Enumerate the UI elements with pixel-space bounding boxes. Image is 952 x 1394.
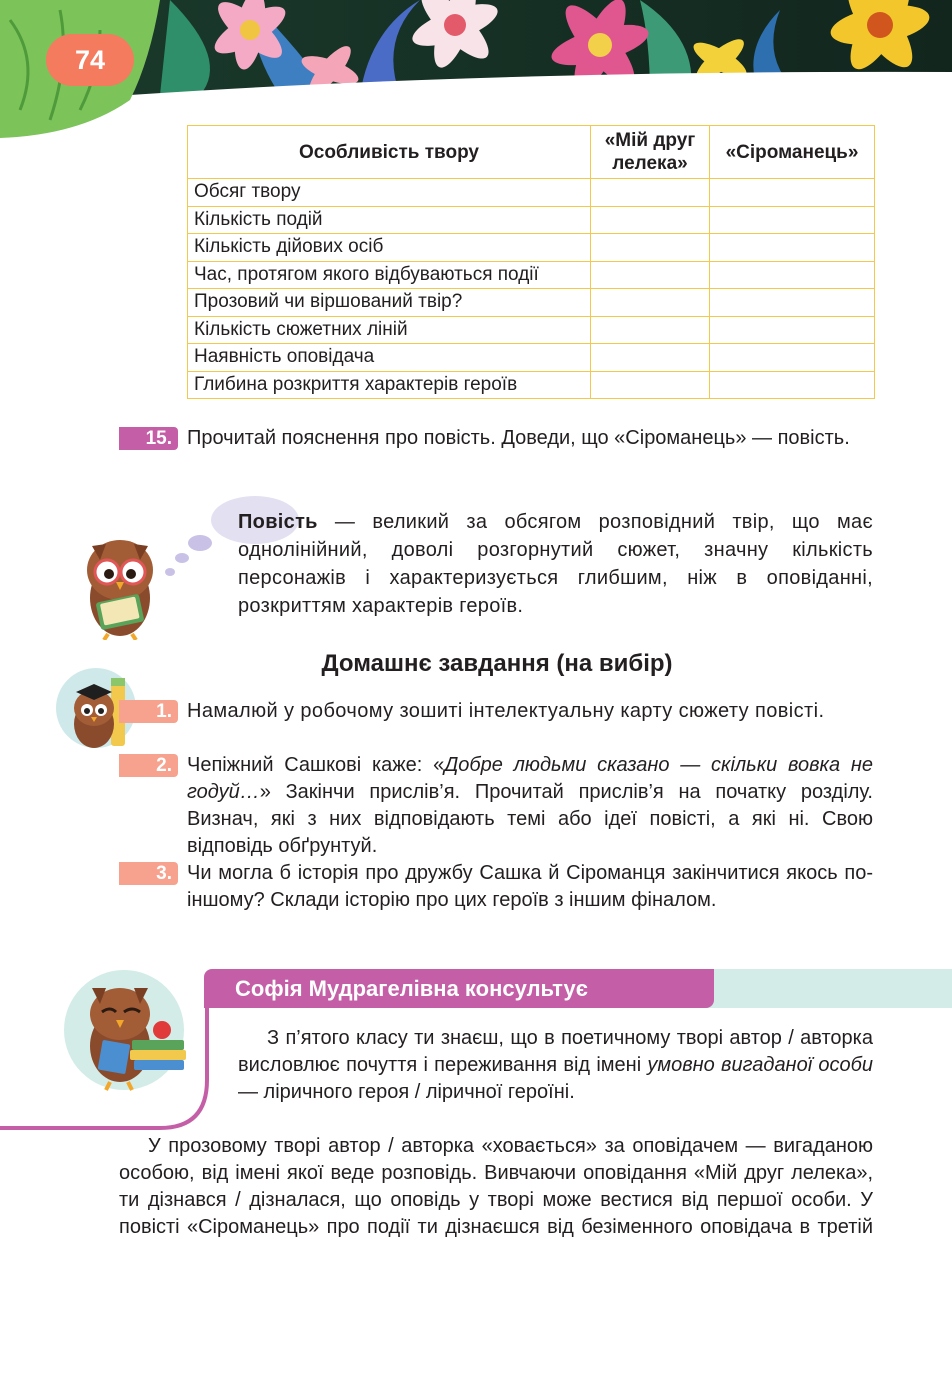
table-row (188, 261, 875, 289)
empty-cell[interactable] (710, 316, 875, 344)
empty-cell[interactable] (591, 344, 710, 372)
homework-title: Домашнє завдання (на вибір) (321, 650, 673, 677)
empty-cell[interactable] (710, 234, 875, 262)
table-cell: Наявність оповідача (188, 344, 591, 372)
empty-cell[interactable] (591, 261, 710, 289)
table-row (188, 344, 875, 372)
consult-paragraph-1 (238, 1025, 873, 1106)
table-cell: Глибина розкриття характерів героїв (188, 371, 591, 399)
homework-item-text-part: Чепіжний Сашкові каже: « (187, 754, 445, 776)
definition-paragraph (238, 508, 873, 620)
table-cell: Кількість подій (188, 206, 591, 234)
empty-cell[interactable] (710, 289, 875, 317)
empty-cell[interactable] (591, 316, 710, 344)
table-header: «Мій друг лелека» (591, 126, 710, 179)
table-row (188, 289, 875, 317)
comparison-table (187, 125, 875, 399)
table-header: Особливість твору (188, 126, 591, 179)
homework-item-text: Чи могла б історія про дружбу Сашка й Сіроманця закінчитися якось по-іншому? Склади історію про цих героїв з іншим фіналом. (187, 862, 873, 911)
table-header: «Сіроманець» (710, 126, 875, 179)
table-header-row (188, 126, 875, 179)
consult-text-part: З п’ятого класу ти знаєш, що в поетичному творі автор / авторка висловлює почуття і переживання від імені (238, 1027, 873, 1076)
table-row (188, 206, 875, 234)
task-text: Прочитай пояснення про повість. Доведи, що «Сіроманець» — повість. (187, 427, 850, 449)
empty-cell[interactable] (710, 206, 875, 234)
consult-paragraph-2: У прозовому творі автор / авторка «ховається» за оповідачем — вигаданою особою, від імені якої веде розповідь. Вивчаючи оповідання «Мій друг лелека», ти дізнався / дізналася, що оповідь у творі може вестися від першої особи. У повісті «Сіроманець» про події ти дізнаєшся від безіменного оповідача в третій (119, 1135, 873, 1238)
empty-cell[interactable] (591, 234, 710, 262)
definition-term: Повість (238, 511, 318, 533)
consult-italic-term: умовно вигаданої особи (647, 1054, 874, 1076)
homework-number-badge: 1. (119, 700, 178, 723)
table-row (188, 371, 875, 399)
table-row (188, 234, 875, 262)
task-number-badge: 15. (119, 427, 178, 450)
consult-text-part: — ліричного героя / ліричної героїні. (238, 1081, 575, 1103)
homework-number-badge: 3. (119, 862, 178, 885)
consult-label: Софія Мудрагелівна консультує (204, 969, 714, 1008)
proverb-italic: Добре людьми сказано — скільки вовка не годуй… (187, 754, 873, 803)
header-flowers (0, 0, 952, 140)
homework-item-text: Намалюй у робочому зошиті інтелектуальну карту сюжету повісті. (187, 700, 825, 722)
table-row (188, 179, 875, 207)
homework-item-text-part: » Закінчи прислів’я. Прочитай прислів’я на початку розділу. Визнач, які з них відповідають темі або ідеї повісті, а які ні. Свою відповідь обґрунтуй. (187, 781, 873, 857)
empty-cell[interactable] (591, 206, 710, 234)
table-row (188, 316, 875, 344)
table-cell: Кількість сюжетних ліній (188, 316, 591, 344)
table-cell: Кількість дійових осіб (188, 234, 591, 262)
empty-cell[interactable] (591, 289, 710, 317)
table-cell: Час, протягом якого відбуваються події (188, 261, 591, 289)
definition-text: — великий за обсягом розповідний твір, що має однолінійний, доволі розгорнутий сюжет, значну кількість персонажів і характеризується глибшим, ніж в оповіданні, розкриттям характерів героїв. (238, 511, 873, 617)
owl-books-icon (62, 968, 190, 1096)
flower-header-icon (0, 0, 952, 140)
homework-number-badge: 2. (119, 754, 178, 777)
homework-item-text (187, 752, 873, 860)
empty-cell[interactable] (591, 179, 710, 207)
empty-cell[interactable] (710, 261, 875, 289)
table-cell: Обсяг твору (188, 179, 591, 207)
table-cell: Прозовий чи віршований твір? (188, 289, 591, 317)
consult-band (700, 969, 952, 1008)
empty-cell[interactable] (591, 371, 710, 399)
owl-reading-icon (80, 530, 160, 640)
empty-cell[interactable] (710, 371, 875, 399)
page-number: 74 (46, 34, 134, 86)
empty-cell[interactable] (710, 179, 875, 207)
empty-cell[interactable] (710, 344, 875, 372)
